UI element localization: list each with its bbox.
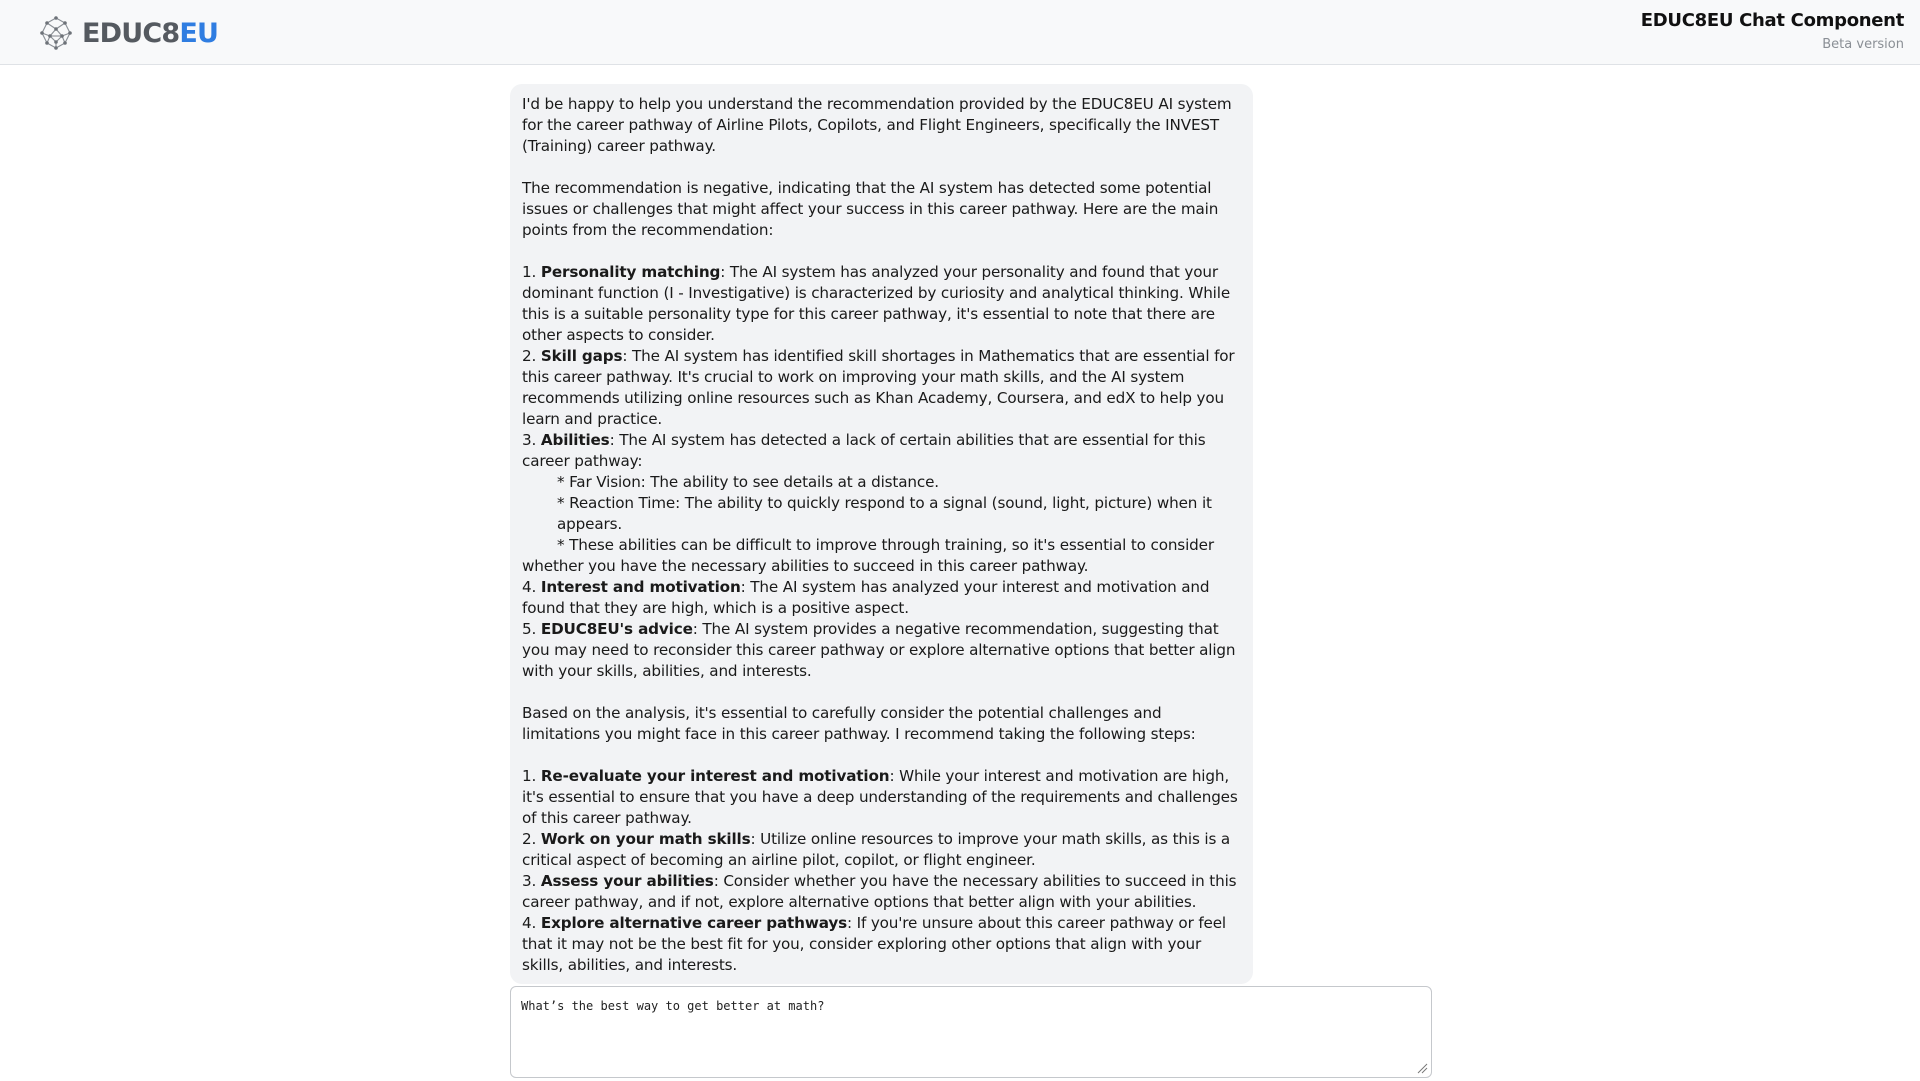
step-title: Explore alternative career pathways [540, 914, 847, 932]
message-summary: The recommendation is negative, indicating that the AI system has detected some potential issues or challenges that might affect your success in this career pathway. Here are the main points from the recommendation: [522, 179, 1219, 239]
assistant-message [510, 84, 1253, 984]
recommendation-point: 4. Interest and motivation: The AI system has analyzed your interest and motivation and found that they are high, which is a positive aspect. [522, 578, 1210, 617]
ability-item: * These abilities can be difficult to improve through training, so it's essential to consider whether you have the necessary abilities to succeed in this career pathway. [522, 536, 1214, 575]
step-item: 1. Re-evaluate your interest and motivation: While your interest and motivation are high, it's essential to ensure that you have a deep understanding of the requirements and challenges of this career pathway. [522, 767, 1238, 827]
step-title: Re-evaluate your interest and motivation [540, 767, 890, 785]
step-item: 3. Assess your abilities: Consider whether you have the necessary abilities to succeed in this career pathway, and if not, explore alternative options that better align with your abilities. [522, 872, 1237, 911]
step-title: Assess your abilities [540, 872, 714, 890]
app-header [0, 0, 1920, 65]
logo[interactable] [38, 14, 218, 52]
step-item: 2. Work on your math skills: Utilize online resources to improve your math skills, as this is a critical aspect of becoming an airline pilot, copilot, or flight engineer. [522, 830, 1231, 869]
ability-item: * Far Vision: The ability to see details at a distance. [557, 473, 939, 491]
recommendation-point: 3. Abilities: The AI system has detected a lack of certain abilities that are essential for this career pathway: [522, 431, 1206, 470]
recommendation-point: 5. EDUC8EU's advice: The AI system provides a negative recommendation, suggesting that you may need to reconsider this career pathway or explore alternative options that better align with your skills, abilities, and interests. [522, 620, 1236, 680]
logo-text [82, 18, 218, 49]
point-title: Skill gaps [540, 347, 623, 365]
recommendation-point: 2. Skill gaps: The AI system has identified skill shortages in Mathematics that are essential for this career pathway. It's crucial to work on improving your math skills, and the AI system recommends utilizing online resources such as Khan Academy, Coursera, and edX to help you learn and practice. [522, 347, 1235, 428]
recommendation-point: 1. Personality matching: The AI system has analyzed your personality and found that your dominant function (I - Investigative) is characterized by curiosity and analytical thinking. While this is a suitable personality type for this career pathway, it's essential to note that there are other aspects to consider. [522, 263, 1231, 344]
ability-item: * Reaction Time: The ability to quickly respond to a signal (sound, light, picture) when it appears. [557, 494, 1212, 533]
point-title: Interest and motivation [540, 578, 741, 596]
header-titles [1641, 10, 1904, 52]
app-title: EDUC8EU Chat Component [1640, 10, 1904, 31]
point-title: Personality matching [540, 263, 721, 281]
logo-accent: EU [179, 17, 219, 49]
message-intro: I'd be happy to help you understand the recommendation provided by the EDUC8EU AI system for the career pathway of Airline Pilots, Copilots, and Flight Engineers, specifically the INVEST (Training) career pathway. [522, 95, 1232, 155]
network-globe-icon [38, 15, 74, 51]
step-item: 4. Explore alternative career pathways: If you're unsure about this career pathway or feel that it may not be the best fit for you, consider exploring other options that align with your skills, abilities, and interests. [522, 914, 1227, 974]
message-analysis: Based on the analysis, it's essential to carefully consider the potential challenges and limitations you might face in this career pathway. I recommend taking the following steps: [522, 704, 1196, 743]
point-title: Abilities [540, 431, 610, 449]
chat-input-container [510, 986, 1432, 1078]
point-title: EDUC8EU's advice [540, 620, 693, 638]
logo-main: EDUC8 [82, 17, 180, 49]
resize-handle-icon[interactable] [1416, 1062, 1428, 1074]
app-subtitle: Beta version [1822, 37, 1904, 52]
chat-input[interactable] [511, 987, 1431, 1077]
step-title: Work on your math skills [540, 830, 751, 848]
